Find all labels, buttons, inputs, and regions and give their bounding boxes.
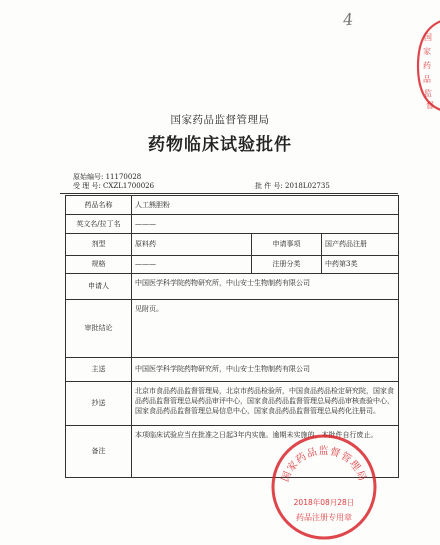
original-number-value: 11170028	[105, 173, 142, 181]
cc-value: 北京市食品药品监督管理局，北京市药品检验所，中国食品药品检定研究院，国家食品药品监督管理总局药品审评中心，国家食品药品监督管理总局药品审核查验中心，国家食品药品监督管理总局信息中心，国家食品药品监督管理总局药化注册司。	[132, 382, 399, 426]
applicant-value: 中国医学科学院药物研究所，中山安士生物制药有限公司	[132, 274, 399, 300]
svg-text:督: 督	[426, 101, 434, 110]
seal-bottom-text: 药品注册专用章	[296, 513, 352, 522]
recipient-label: 主送	[66, 358, 132, 382]
acceptance-number-row	[73, 181, 154, 191]
drug-name-label: 药品名称	[66, 196, 132, 215]
recipient-value: 中国医学科学院药物研究所，中山安士生物制药有限公司	[132, 358, 399, 382]
conclusion-label: 审批结论	[66, 300, 132, 358]
drug-name-value: 人工熊胆粉	[132, 196, 399, 215]
applicant-label: 申请人	[66, 274, 132, 300]
dosage-form-value: 原料药	[132, 234, 252, 256]
english-name-value: ———	[132, 215, 399, 234]
remarks-value: 本项临床试验应当在批准之日起3年内实施。逾期未实施的，本批件自行废止。	[132, 426, 399, 478]
seal-arc-text: 国家药品监督管理局	[280, 446, 368, 484]
application-item-value: 国产药品注册	[322, 234, 399, 256]
svg-text:药: 药	[423, 61, 431, 70]
handwritten-page-number: 4	[342, 9, 355, 30]
svg-text:监: 监	[424, 89, 432, 98]
row-recipient	[66, 358, 399, 382]
header-divider	[60, 193, 398, 194]
acceptance-number-value: CXZL1700026	[103, 182, 155, 190]
original-number-label: 原始编号:	[73, 173, 104, 181]
row-spec	[66, 256, 399, 274]
row-conclusion	[66, 300, 399, 358]
svg-text:国: 国	[424, 33, 432, 42]
side-seal-stamp	[414, 18, 440, 113]
reg-class-label: 注册分类	[252, 256, 322, 274]
row-english-name	[66, 215, 399, 234]
application-item-label: 申请事项	[252, 234, 322, 256]
row-dosage-form	[66, 234, 399, 256]
approval-number-row	[255, 181, 330, 191]
cc-label: 抄送	[66, 382, 132, 426]
spec-label: 规格	[66, 256, 132, 274]
reg-class-value: 中药第3类	[322, 256, 399, 274]
row-drug-name	[66, 196, 399, 215]
row-applicant	[66, 274, 399, 300]
svg-text:品: 品	[423, 75, 431, 84]
document-title: 药物临床试验批件	[148, 135, 292, 155]
conclusion-value: 见附页。	[132, 300, 399, 358]
svg-text:家: 家	[423, 47, 431, 56]
approval-number-label: 批 件 号:	[255, 182, 283, 190]
spec-value: ———	[132, 256, 252, 274]
seal-date: 2018年08月28日	[293, 498, 355, 507]
official-seal-stamp	[270, 433, 378, 541]
approval-number-value: 2018L02735	[285, 182, 330, 190]
english-name-label: 英文名/拉丁名	[66, 215, 132, 234]
dosage-form-label: 剂型	[66, 234, 132, 256]
row-cc	[66, 382, 399, 426]
issuing-authority: 国家药品监督管理局	[170, 114, 270, 126]
acceptance-number-label: 受 理 号:	[73, 182, 101, 190]
remarks-label: 备注	[66, 426, 132, 478]
svg-text:国家药品监督管理局	[279, 444, 369, 484]
